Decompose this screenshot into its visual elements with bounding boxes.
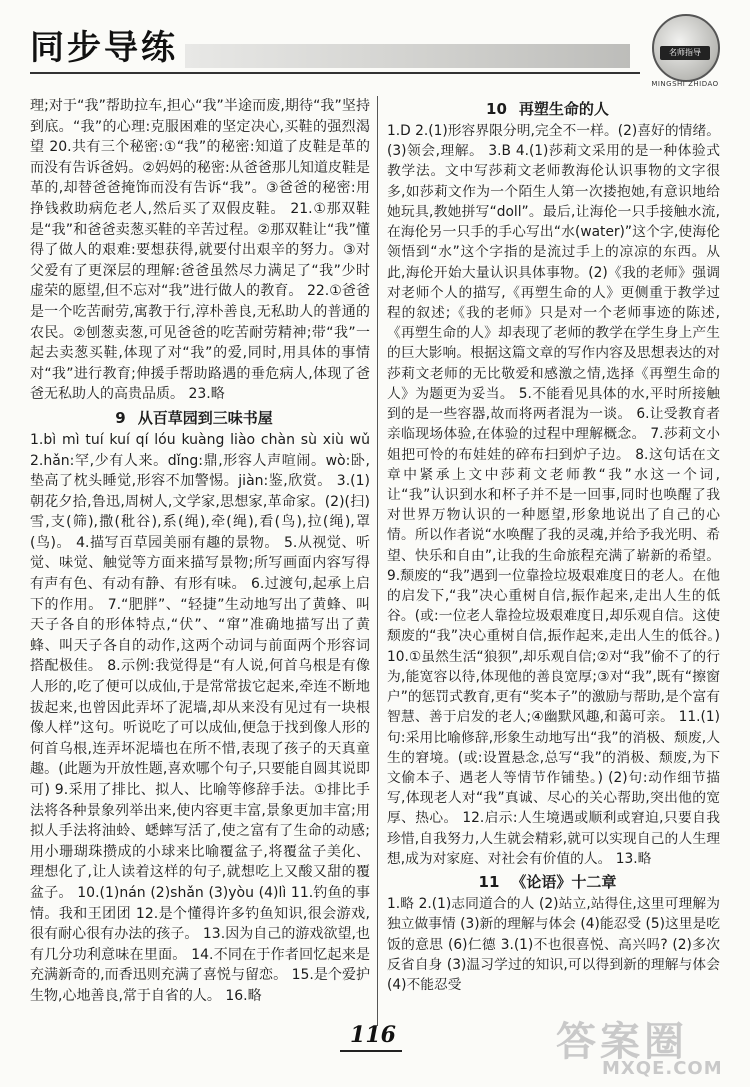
section-heading-9 [30,407,370,429]
page-header [0,0,750,88]
page-number-underline [340,1050,402,1052]
page-title: 同步导练 [30,28,178,68]
answer-block-section8-end: 理;对于“我”帮助拉车,担心“我”半途而废,期待“我”坚持到底。“我”的心理:克服困难的坚定决心,买鞋的强烈渴望 20.共有三个秘密:①“我”的秘密:知道了皮鞋是革的而没有告诉爸妈。②妈妈的秘密:从爸爸那儿知道皮鞋是革的,却替爸爸掩饰而没有告诉“我”。③爸爸的秘密:用挣钱救助病危老人,然后买了双假皮鞋。 21.①那双鞋是“我”和爸爸卖葱买鞋的辛苦过程。②那双鞋让“我”懂得了做人的艰难:要想获得,就要付出艰辛的努力。③对父爱有了更深层的理解:爸爸虽然尽力满足了“我”少时虚荣的愿望,但不忘对“我”进行做人的教育。 22.①爸爸是一个吃苦耐劳,寓教于行,淳朴善良,无私助人的普通的农民。②刨葱卖葱,可见爸爸的吃苦耐劳精神;带“我”一起去卖葱买鞋,体现了对“我”的爱,同时,用具体的事情对“我”进行教育;伸援手帮助路遇的垂危病人,体现了爸爸无私助人的高贵品质。 23.略 [30,98,370,403]
medal-label: 名师指导 [660,46,710,60]
section-number: 9 [115,408,126,427]
watermark-logo-text: 答案圈 [556,1019,688,1065]
section-title: 从百草园到三味书屋 [137,408,273,427]
medal-subtitle: MINGSHI ZHIDAO [651,80,719,88]
answer-block-section9: 1.bì mì tuí kuí qí lóu kuàng liào chàn sù xiù wǔ 2.hǎn:罕,少有人来。dǐng:鼎,形容人声喧闹。wò:卧,垫高了枕头睡觉,形容不加警惕。jiàn:鉴,欣赏。 3.(1)朝花夕拾,鲁迅,周树人,文学家,思想家,革命家。(2)(扫)雪,支(筛),撒(秕谷),系(绳),牵(绳),看(鸟),拉(绳),罩(鸟)。 4.描写百草园美丽有趣的景物。 5.从视觉、听觉、味觉、触觉等方面来描写景物;所写画面内容写得有声有色、有动有静、有形有味。 6.过渡句,起承上启下的作用。 7.“肥胖”、“轻捷”生动地写出了黄蜂、叫天子各自的形体特点,“伏”、“窜”准确地描写出了黄蜂、叫天子各自的动作,这两个动词与前面两个形容词搭配极佳。 8.示例:我觉得是“有人说,何首乌根是有像人形的,吃了便可以成仙,于是常常拔它起来,牵连不断地拔起来,也曾因此弄坏了泥墙,却从来没有见过有一块根像人样”这句。听说吃了可以成仙,便急于找到像人形的何首乌根,连弄坏泥墙也在所不惜,表现了孩子的天真童趣。(此题为开放性题,喜欢哪个句子,只要能自圆其说即可) 9.采用了排比、拟人、比喻等修辞手法。①排比手法将各种景象列举出来,使内容更丰富,景象更加丰富;用拟人手法将油蛉、蟋蟀写活了,使之富有了生命的动感;用小珊瑚珠攒成的小球来比喻覆盆子,将覆盆子美化、理想化了,让人读着这样的句子,就想吃上又酸又甜的覆盆子。 10.(1)nán (2)shǎn (3)yòu (4)lì 11.钓鱼的事情。我和王团团 12.是个懂得许多钓鱼知识,很会游戏,很有耐心很有办法的孩子。 13.因为自己的游戏欲望,也有几分功利意味在里面。 14.不同在于作者回忆起来是充满新奇的,而香迅则充满了喜悦与留恋。 15.是个爱护生物,心地善良,常于自省的人。 16.略 [30,431,370,1004]
watermark-url: MXQE.COM [602,1058,723,1079]
section-heading-11 [387,871,720,893]
answer-block-section11: 1.略 2.(1)志同道合的人 (2)站立,站得住,这里可理解为独立做事情 (3)新的理解与体会 (4)能忍受 (5)这里是吃饭的意思 (6)仁德 3.(1)不也很喜悦、高兴吗? (2)多次反省自身 (3)温习学过的知识,可以得到新的理解与体会 (4)不能忍受 [387,896,720,993]
section-title: 再塑生命的人 [518,100,609,118]
left-column [30,96,370,1007]
right-column [387,96,720,995]
header-rule [30,72,640,74]
header-band [185,44,630,68]
page-number: 116 [350,1022,396,1048]
section-number: 10 [486,100,507,118]
watermark [540,1010,740,1082]
answer-block-section10: 1.D 2.(1)形容界限分明,完全不一样。(2)喜好的情绪。(3)领会,理解。 3.B 4.(1)莎莉文采用的是一种体验式教学法。文中写莎莉文老师教海伦认识事物的文字很多,如莎莉文作为一个陌生人第一次搂抱她,有意识地给她玩具,教她拼写“doll”。最后,让海伦一只手接触水流,在海伦另一只手的手心写出“水(water)”这个字,使海伦领悟到“水”这个字指的是流过手上的凉凉的东西。从此,海伦开始大量认识具体事物。(2)《我的老师》强调对老师个人的描写,《再塑生命的人》更侧重于教学过程的叙述;《我的老师》只是对一个老师事迹的陈述,《再塑生命的人》却表现了老师的教学在学生身上产生的巨大影响。根据这篇文章的写作内容及思想表达的对莎莉文老师的无比敬爱和感激之情,选择《再塑生命的人》为题更为妥当。 5.不能看见具体的水,平时所接触到的是一些容器,故而将两者混为一谈。 6.让受教育者亲临现场体验,在体验的过程中理解概念。 7.莎莉文小姐把可怜的布娃娃的碎布扫到炉子边。 8.这句话在文章中紧承上文中莎莉文老师教“我”水这一个词,让“我”认识到水和杯子并不是一回事,同时也唤醒了我对世界万物认识的一种愿望,形象地说出了自己的心情。所以作者说“水唤醒了我的灵魂,并给予我光明、希望、快乐和自由”,让我的生命旅程充满了崭新的希望。 9.颓废的“我”遇到一位靠捡垃圾艰难度日的老人。在他的启发下,“我”决心重树自信,振作起来,走出人生的低谷。(或:一位老人靠捡垃圾艰难度日,却乐观自信。这使颓废的“我”决心重树自信,振作起来,走出人生的低谷。) 10.①虽然生活“狼狈”,却乐观自信;②对“我”偷不了的行为,能宽容以待,体现他的善良宽厚;③对“我”,既有“擦窗户”的惩罚式教育,更有“奖本子”的激励与帮助,是个富有智慧、善于启发的老人;④幽默风趣,和蔼可亲。 11.(1)句:采用比喻修辞,形象生动地写出“我”的消极、颓废,人生的窘境。(或:设置悬念,总写“我”的消极、颓废,为下文偷本子、遇老人等情节作铺垫。) (2)句:动作细节描写,体现老人对“我”真诚、尽心的关心帮助,突出他的宽厚、热心。 12.启示:人生境遇或顺利或窘迫,只要自我珍惜,自我努力,人生就会精彩,就可以实现自己的人生理想,成为对家庭、对社会有价值的人。 13.略 [387,123,720,867]
section-number: 11 [478,873,500,892]
section-heading-10 [387,98,720,120]
column-divider [377,96,378,1026]
section-title: 《论语》十二章 [511,873,617,892]
